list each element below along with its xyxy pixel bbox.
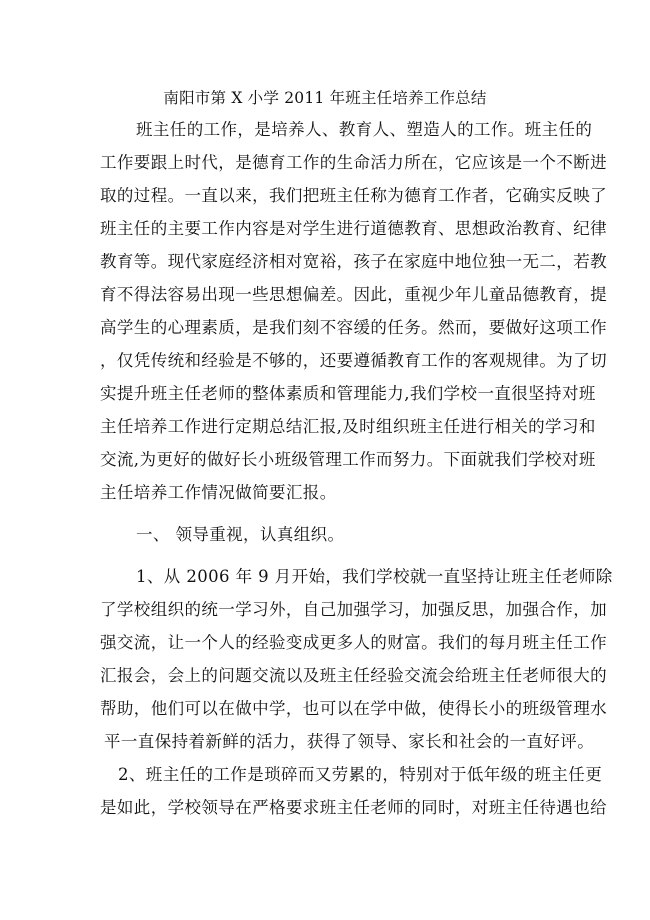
item1-line: 帮助，他们可以在做中学，也可以在学中做，使得长小的班级管理水 (100, 699, 607, 718)
intro-line: 主任培养工作情况做简要汇报。 (100, 483, 337, 502)
intro-line: 取的过程。一直以来，我们把班主任称为德育工作者，它确实反映了 (100, 186, 607, 205)
intro-line: 工作要跟上时代，是德育工作的生命活力所在，它应该是一个不断进 (100, 153, 607, 172)
intro-line: 育不得法容易出现一些思想偏差。因此，重视少年儿童品德教育，提 (100, 285, 607, 304)
intro-line: 主任培养工作进行定期总结汇报,及时组织班主任进行相关的学习和 (100, 417, 596, 436)
section-heading: 一、 领导重视，认真组织。 (136, 525, 345, 544)
document-title: 南阳市第 X 小学 2011 年班主任培养工作总结 (163, 89, 487, 107)
intro-line: 教育等。现代家庭经济相对宽裕，孩子在家庭中地位独一无二，若教 (100, 252, 607, 271)
intro-line: ，仅凭传统和经验是不够的，还要遵循教育工作的客观规律。为了切 (100, 351, 607, 370)
item1-line: 了学校组织的统一学习外，自己加强学习，加强反思，加强合作，加 (100, 600, 607, 619)
intro-line: 班主任的主要工作内容是对学生进行道德教育、思想政治教育、纪律 (100, 219, 607, 238)
item2-line: 是如此，学校领导在严格要求班主任老师的同时，对班主任待遇也给 (100, 798, 607, 817)
intro-line: 班主任的工作，是培养人、教育人、塑造人的工作。班主任的 (136, 120, 593, 139)
intro-line: 实提升班主任老师的整体素质和管理能力,我们学校一直很坚持对班 (100, 384, 596, 403)
intro-line: 高学生的心理素质，是我们刻不容缓的任务。然而，要做好这项工作 (100, 318, 607, 337)
item1-line: 强交流，让一个人的经验变成更多人的财富。我们的每月班主任工作 (100, 633, 607, 652)
item2-line: 2、班主任的工作是琐碎而又劳累的，特别对于低年级的班主任更 (118, 765, 603, 784)
intro-line: 交流,为更好的做好长小班级管理工作而努力。下面就我们学校对班 (100, 450, 596, 469)
item1-line: 平一直保持着新鲜的活力，获得了领导、家长和社会的一直好评。 (104, 732, 595, 751)
item1-line: 汇报会，会上的问题交流以及班主任经验交流会给班主任老师很大的 (100, 666, 607, 685)
item1-line: 1、从 2006 年 9 月开始，我们学校就一直坚持让班主任老师除 (136, 567, 613, 586)
